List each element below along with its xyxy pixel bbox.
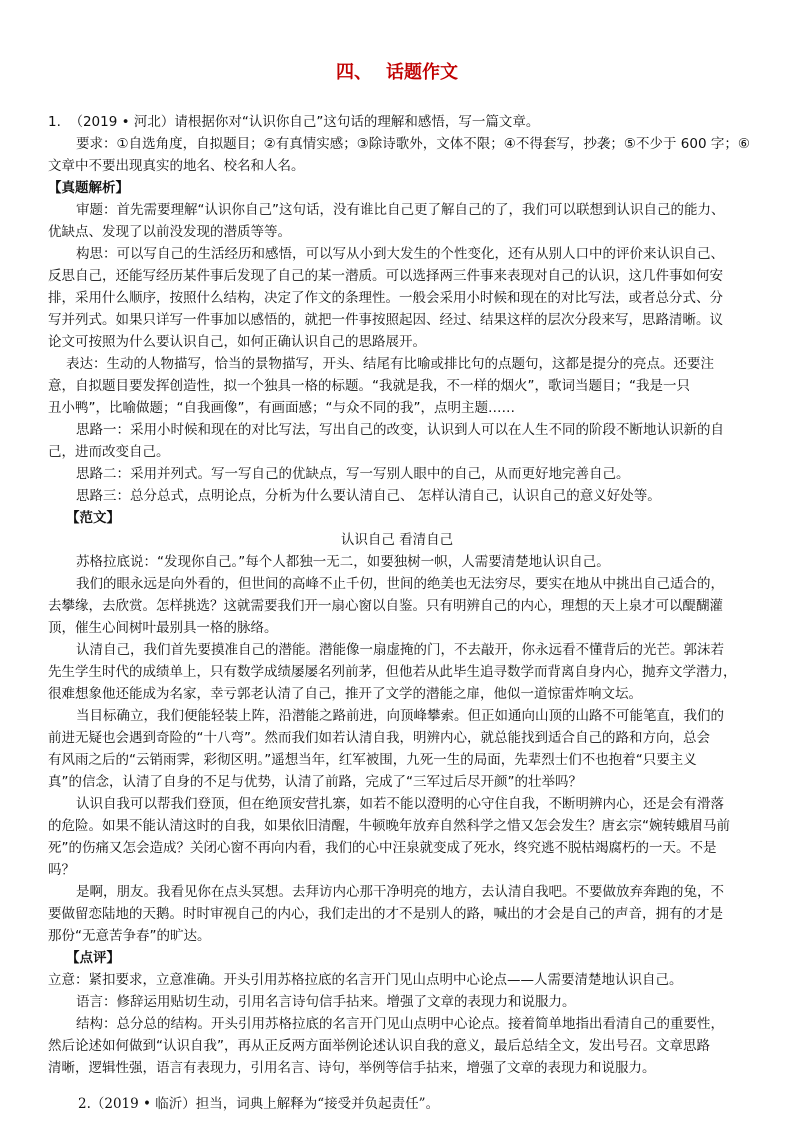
comment-line: 清晰，逻辑性强，语言有表现力，引用名言、诗句，举例等信手拈来，增强了文章的表现力和说服力。 [48,1060,656,1076]
question-1-head: 1. （2019 • 河北）请根据你对“认识你自己”这句话的理解和感悟，写一篇文章。 [48,114,540,130]
comment-heading: 【点评】 [66,950,120,966]
analysis-line: 丑小鸭”，比喻做题；“自我画像”，有画面感；“与众不同的我”，点明主题…… [48,400,515,416]
analysis-line: 构思：可以写自己的生活经历和感悟，可以写从小到大发生的个性变化，还有从别人口中的评价来认识自己、 [76,246,724,262]
essay-paragraph: 去攀缘，去欣赏。怎样挑选？这就需要我们开一扇心窗以自鉴。只有明辨自己的内心，理想的天上泉才可以醍醐灌 [48,598,723,614]
analysis-line: 思路一：采用小时候和现在的对比写法，写出自己的改变，认识到人可以在人生不同的阶段不断地认识新的自 [76,422,724,438]
analysis-line: 意，自拟题目要发挥创造性，拟一个独具一格的标题。“我就是我，不一样的烟火”，歌词当题目；“我是一只 [48,378,690,394]
analysis-line: 审题：首先需要理解“认识你自己”这句话，没有谁比自己更了解自己的了，我们可以联想到认识自己的能力、 [76,202,725,218]
essay-paragraph: 认清自己，我们首先要摸准自己的潜能。潜能像一扇虚掩的门，不去敲开，你永远看不懂背后的光芒。郭沫若 [76,642,724,658]
essay-paragraph: 认识自我可以帮我们登顶，但在绝顶安营扎寨，如若不能以澄明的心守住自我，不断明辨内心，还是会有滑落 [76,796,724,812]
essay-paragraph: 很难想象他还能成为名家，幸亏郭老认清了自己，推开了文学的潜能之扉，他似一道惊雷炸响文坛。 [48,686,642,702]
essay-paragraph: 是啊，朋友。我看见你在点头冥想。去拜访内心那干净明亮的地方，去认清自我吧。不要做放弃奔跑的兔，不 [76,884,724,900]
essay-paragraph: 的危险。如果不能认清这时的自我，如果依旧清醒，牛顿晚年放弃自然科学之惜又怎会发生？唐玄宗“婉转蛾眉马前 [48,818,730,834]
essay-paragraph: 有风雨之后的“云销雨霁，彩彻区明。”遥想当年，红军被围，九死一生的局面，先辈烈士们不也抱着“只要主义 [48,752,697,768]
question-2-head: 2.（2019 • 临沂）担当，词典上解释为“接受并负起责任”。 [78,1096,440,1112]
comment-line: 语言：修辞运用贴切生动，引用名言诗句信手拈来。增强了文章的表现力和说服力。 [76,994,576,1010]
question-1-requirements: 要求：①自选角度，自拟题目；②有真情实感；③除诗歌外，文体不限；④不得套写，抄袭；⑤不少于 600 字；⑥ [76,136,750,152]
page-title [0,58,794,84]
analysis-line: 思路二：采用并列式。写一写自己的优缺点，写一写别人眼中的自己，从而更好地完善自己。 [76,466,630,482]
essay-paragraph: 真”的信念，认清了自身的不足与优势，认清了前路，完成了“三军过后尽开颜”的壮举吗？ [48,774,582,790]
essay-title: 认识自己 看清自己 [340,532,454,548]
question-1-requirements-cont: 文章中不要出现真实的地名、校名和人名。 [48,158,305,174]
essay-paragraph: 前进无疑也会遇到奇险的“十八弯”。然而我们如若认清自我，明辨内心，就总能找到适合自己的路和方向，总会 [48,730,710,746]
essay-paragraph: 当目标确立，我们便能轻装上阵，沿潜能之路前进，向顶峰攀索。但正如通向山顶的山路不可能笔直，我们的 [76,708,724,724]
comment-line: 然后论述如何做到“认识自我”，再从正反两方面举例论述认识自我的意义，最后总结全文，发出号召。文章思路 [48,1038,710,1054]
analysis-line: 表达：生动的人物描写，恰当的景物描写，开头、结尾有比喻或排比句的点题句，这都是提分的亮点。还要注 [66,356,714,372]
analysis-line: 排，采用什么顺序，按照什么结构，决定了作文的条理性。一般会采用小时候和现在的对比写法，或者总分式、分 [48,290,723,306]
comment-line: 立意：紧扣要求，立意准确。开头引用苏格拉底的名言开门见山点明中心论点——人需要清楚地认识自己。 [48,972,683,988]
essay-paragraph: 那份“无意苦争春”的旷达。 [48,928,211,944]
analysis-line: 论文可按照为什么要认识自己，如何正确认识自己的思路展开。 [48,334,426,350]
section-title: 话题作文 [386,62,458,83]
essay-paragraph: 顶，催生心间树叶最别具一格的脉络。 [48,620,278,636]
comment-line: 结构：总分总的结构。开头引用苏格拉底的名言开门见山点明中心论点。接着简单地指出看清自己的重要性， [76,1016,724,1032]
analysis-line: 优缺点、发现了以前没发现的潜质等等。 [48,224,291,240]
essay-paragraph: 死”的伤痛又怎会造成？关闭心窗不再向内看，我们的心中汪泉就变成了死水，终究逃不脱枯竭腐朽的一天。不是 [48,840,717,856]
analysis-line: 反思自己，还能写经历某件事后发现了自己的某一潜质。可以选择两三件事来表现对自己的认识，这几件事如何安 [48,268,723,284]
essay-paragraph: 我们的眼永远是向外看的，但世间的高峰不止千仞，世间的绝美也无法穷尽，要实在地从中挑出自己适合的， [76,576,724,592]
essay-paragraph: 要做留恋陆地的天鹅。时时审视自己的内心，我们走出的才不是别人的路，喊出的才会是自己的声音，拥有的才是 [48,906,723,922]
section-number: 四、 [336,62,372,83]
analysis-line: 写并列式。如果只详写一件事加以感悟的，就把一件事按照起因、经过、结果这样的层次分段来写，思路清晰。议 [48,312,723,328]
analysis-heading: 【真题解析】 [48,180,129,196]
essay-heading: 【范文】 [66,510,120,526]
analysis-line: 己，进而改变自己。 [48,444,170,460]
essay-paragraph: 吗？ [48,862,75,878]
analysis-line: 思路三：总分总式，点明论点，分析为什么要认清自己、 怎样认清自己，认识自己的意义好处等。 [76,488,661,504]
essay-paragraph: 苏格拉底说：“发现你自己。”每个人都独一无二，如要独树一帜，人需要清楚地认识自己。 [76,554,610,570]
essay-paragraph: 先生学生时代的成绩单上，只有数学成绩屡屡名列前茅，但他若从此毕生追寻数学而背离自身内心，抛弃文学潜力， [48,664,737,680]
